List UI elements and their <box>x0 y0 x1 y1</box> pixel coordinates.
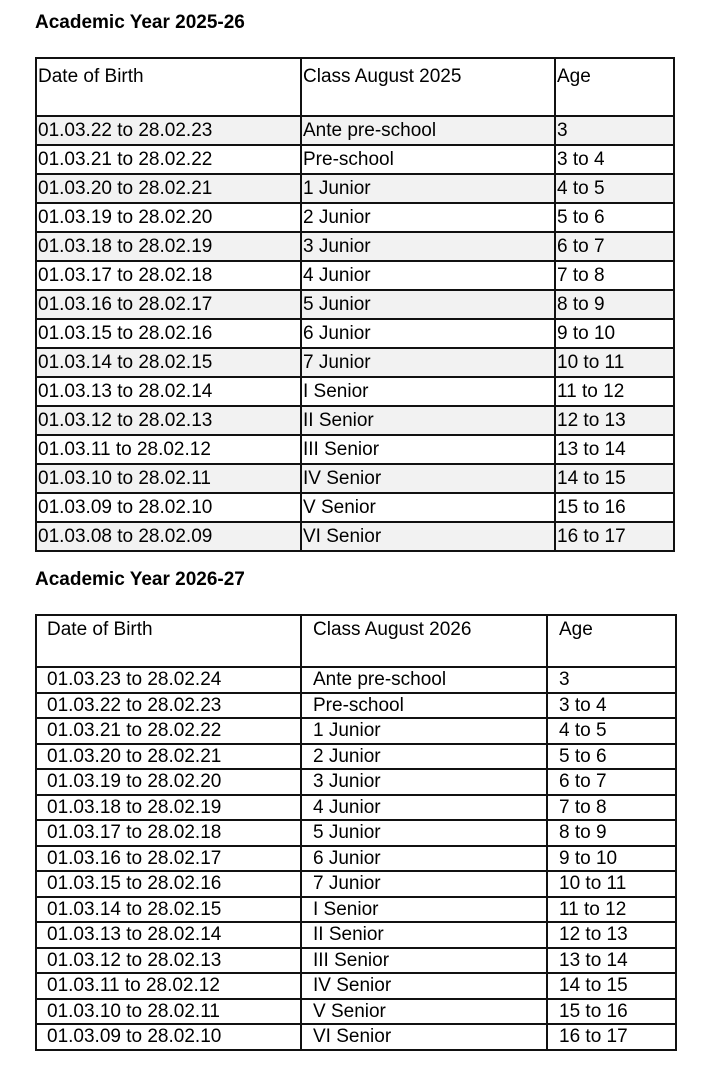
table-row <box>36 203 674 232</box>
table-row <box>36 744 676 770</box>
cell-age: 15 to 16 <box>555 493 674 522</box>
cell-age: 16 to 17 <box>547 1024 676 1050</box>
table-row <box>36 1024 676 1050</box>
table-header-row <box>36 615 676 667</box>
table-row <box>36 377 674 406</box>
cell-date-of-birth: 01.03.16 to 28.02.17 <box>36 846 301 872</box>
table-row <box>36 261 674 290</box>
table-row <box>36 769 676 795</box>
cell-age: 9 to 10 <box>555 319 674 348</box>
cell-age: 3 <box>555 116 674 145</box>
cell-date-of-birth: 01.03.09 to 28.02.10 <box>36 1024 301 1050</box>
header-age: Age <box>555 58 674 116</box>
cell-age: 7 to 8 <box>555 261 674 290</box>
cell-class: 2 Junior <box>301 744 547 770</box>
cell-date-of-birth: 01.03.08 to 28.02.09 <box>36 522 301 551</box>
cell-class: 7 Junior <box>301 871 547 897</box>
cell-age: 11 to 12 <box>555 377 674 406</box>
table-row <box>36 820 676 846</box>
cell-date-of-birth: 01.03.10 to 28.02.11 <box>36 464 301 493</box>
cell-class: Pre-school <box>301 145 555 174</box>
table-row <box>36 174 674 203</box>
cell-class: 4 Junior <box>301 261 555 290</box>
header-class: Class August 2025 <box>301 58 555 116</box>
table-title-2025-26: Academic Year 2025-26 <box>35 12 245 33</box>
cell-date-of-birth: 01.03.18 to 28.02.19 <box>36 795 301 821</box>
table-row <box>36 922 676 948</box>
table-row <box>36 897 676 923</box>
table-row <box>36 718 676 744</box>
cell-date-of-birth: 01.03.11 to 28.02.12 <box>36 973 301 999</box>
cell-age: 4 to 5 <box>547 718 676 744</box>
table-row <box>36 693 676 719</box>
cell-date-of-birth: 01.03.15 to 28.02.16 <box>36 319 301 348</box>
cell-age: 15 to 16 <box>547 999 676 1025</box>
cell-age: 14 to 15 <box>547 973 676 999</box>
cell-class: 3 Junior <box>301 232 555 261</box>
cell-class: Ante pre-school <box>301 667 547 693</box>
cell-age: 6 to 7 <box>547 769 676 795</box>
cell-class: I Senior <box>301 377 555 406</box>
table-row <box>36 232 674 261</box>
cell-date-of-birth: 01.03.16 to 28.02.17 <box>36 290 301 319</box>
cell-age: 13 to 14 <box>547 948 676 974</box>
cell-age: 13 to 14 <box>555 435 674 464</box>
cell-age: 5 to 6 <box>547 744 676 770</box>
cell-age: 8 to 9 <box>555 290 674 319</box>
cell-date-of-birth: 01.03.19 to 28.02.20 <box>36 769 301 795</box>
cell-date-of-birth: 01.03.09 to 28.02.10 <box>36 493 301 522</box>
cell-class: 5 Junior <box>301 820 547 846</box>
class-table-2025-26 <box>35 57 675 552</box>
cell-date-of-birth: 01.03.23 to 28.02.24 <box>36 667 301 693</box>
cell-date-of-birth: 01.03.10 to 28.02.11 <box>36 999 301 1025</box>
cell-age: 7 to 8 <box>547 795 676 821</box>
cell-class: 6 Junior <box>301 319 555 348</box>
cell-class: IV Senior <box>301 464 555 493</box>
cell-date-of-birth: 01.03.22 to 28.02.23 <box>36 116 301 145</box>
cell-date-of-birth: 01.03.13 to 28.02.14 <box>36 377 301 406</box>
table-row <box>36 948 676 974</box>
table-row <box>36 319 674 348</box>
table-row <box>36 406 674 435</box>
table-row <box>36 667 676 693</box>
cell-class: 3 Junior <box>301 769 547 795</box>
cell-date-of-birth: 01.03.21 to 28.02.22 <box>36 145 301 174</box>
cell-class: VI Senior <box>301 522 555 551</box>
cell-age: 3 <box>547 667 676 693</box>
cell-date-of-birth: 01.03.21 to 28.02.22 <box>36 718 301 744</box>
cell-class: 1 Junior <box>301 718 547 744</box>
table-row <box>36 973 676 999</box>
cell-age: 4 to 5 <box>555 174 674 203</box>
cell-date-of-birth: 01.03.18 to 28.02.19 <box>36 232 301 261</box>
cell-class: 7 Junior <box>301 348 555 377</box>
cell-class: IV Senior <box>301 973 547 999</box>
cell-class: I Senior <box>301 897 547 923</box>
cell-class: 5 Junior <box>301 290 555 319</box>
table-row <box>36 348 674 377</box>
cell-date-of-birth: 01.03.12 to 28.02.13 <box>36 406 301 435</box>
cell-class: II Senior <box>301 922 547 948</box>
cell-class: Pre-school <box>301 693 547 719</box>
cell-class: II Senior <box>301 406 555 435</box>
cell-class: 6 Junior <box>301 846 547 872</box>
cell-class: V Senior <box>301 999 547 1025</box>
cell-date-of-birth: 01.03.20 to 28.02.21 <box>36 174 301 203</box>
cell-date-of-birth: 01.03.19 to 28.02.20 <box>36 203 301 232</box>
table-row <box>36 290 674 319</box>
table-title-2026-27: Academic Year 2026-27 <box>35 569 245 590</box>
cell-age: 11 to 12 <box>547 897 676 923</box>
cell-class: 2 Junior <box>301 203 555 232</box>
cell-age: 9 to 10 <box>547 846 676 872</box>
cell-age: 10 to 11 <box>547 871 676 897</box>
cell-class: V Senior <box>301 493 555 522</box>
cell-date-of-birth: 01.03.15 to 28.02.16 <box>36 871 301 897</box>
cell-age: 12 to 13 <box>555 406 674 435</box>
cell-class: VI Senior <box>301 1024 547 1050</box>
class-table-2026-27 <box>35 614 677 1051</box>
table-row <box>36 493 674 522</box>
header-date-of-birth: Date of Birth <box>36 615 301 667</box>
header-date-of-birth: Date of Birth <box>36 58 301 116</box>
cell-age: 8 to 9 <box>547 820 676 846</box>
table-header-row <box>36 58 674 116</box>
cell-date-of-birth: 01.03.14 to 28.02.15 <box>36 897 301 923</box>
cell-age: 12 to 13 <box>547 922 676 948</box>
header-age: Age <box>547 615 676 667</box>
cell-age: 3 to 4 <box>547 693 676 719</box>
table-row <box>36 435 674 464</box>
cell-date-of-birth: 01.03.13 to 28.02.14 <box>36 922 301 948</box>
cell-class: III Senior <box>301 948 547 974</box>
table-row <box>36 795 676 821</box>
cell-class: III Senior <box>301 435 555 464</box>
cell-class: 4 Junior <box>301 795 547 821</box>
cell-age: 5 to 6 <box>555 203 674 232</box>
cell-age: 6 to 7 <box>555 232 674 261</box>
cell-date-of-birth: 01.03.11 to 28.02.12 <box>36 435 301 464</box>
table-row <box>36 464 674 493</box>
cell-date-of-birth: 01.03.12 to 28.02.13 <box>36 948 301 974</box>
header-class: Class August 2026 <box>301 615 547 667</box>
cell-age: 10 to 11 <box>555 348 674 377</box>
cell-date-of-birth: 01.03.17 to 28.02.18 <box>36 820 301 846</box>
table-row <box>36 871 676 897</box>
table-row <box>36 522 674 551</box>
table-row <box>36 999 676 1025</box>
cell-date-of-birth: 01.03.17 to 28.02.18 <box>36 261 301 290</box>
cell-age: 16 to 17 <box>555 522 674 551</box>
cell-date-of-birth: 01.03.14 to 28.02.15 <box>36 348 301 377</box>
cell-class: Ante pre-school <box>301 116 555 145</box>
cell-date-of-birth: 01.03.20 to 28.02.21 <box>36 744 301 770</box>
cell-date-of-birth: 01.03.22 to 28.02.23 <box>36 693 301 719</box>
cell-age: 14 to 15 <box>555 464 674 493</box>
table-row <box>36 145 674 174</box>
table-row <box>36 846 676 872</box>
table-row <box>36 116 674 145</box>
cell-class: 1 Junior <box>301 174 555 203</box>
cell-age: 3 to 4 <box>555 145 674 174</box>
